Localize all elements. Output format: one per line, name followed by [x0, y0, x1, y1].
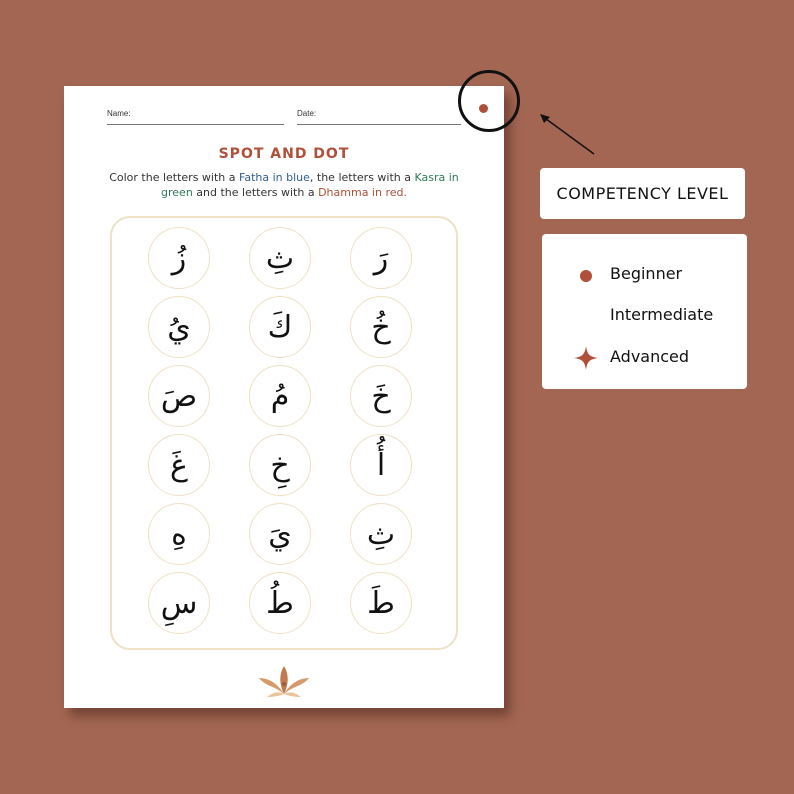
letter-circle[interactable]: رَ — [350, 227, 412, 289]
legend-label: Intermediate — [610, 305, 714, 324]
letter-circle[interactable]: مُ — [249, 365, 311, 427]
letter-circle[interactable]: كَ — [249, 296, 311, 358]
instructions-dhamma: Dhamma in red — [318, 186, 404, 199]
letter-grid — [148, 227, 414, 634]
instructions-kasra: Kasra in green — [161, 171, 459, 199]
worksheet-title: SPOT AND DOT — [218, 146, 350, 162]
letter-circle[interactable]: طَ — [350, 572, 412, 634]
letter-circle[interactable]: خَ — [350, 365, 412, 427]
date-line[interactable] — [297, 124, 461, 125]
letter-circle[interactable]: زُ — [148, 227, 210, 289]
name-line[interactable] — [107, 124, 284, 125]
legend-label: Advanced — [610, 347, 690, 366]
competency-legend — [542, 234, 747, 389]
letter-circle[interactable]: يَ — [249, 503, 311, 565]
competency-heading: COMPETENCY LEVEL — [540, 168, 745, 219]
name-field — [107, 109, 131, 118]
dot-icon — [576, 265, 596, 285]
instructions-part2: , the letters with a — [309, 171, 415, 184]
circle-dot-icon — [479, 104, 488, 113]
letter-circle[interactable]: أُ — [350, 434, 412, 496]
letter-circle[interactable]: غَ — [148, 434, 210, 496]
instructions — [104, 170, 464, 200]
letter-circle[interactable]: صَ — [148, 365, 210, 427]
name-label: Name: — [107, 109, 131, 118]
floral-ornament-icon — [257, 664, 311, 698]
letter-circle[interactable]: ثِ — [350, 503, 412, 565]
letter-circle[interactable]: طُ — [249, 572, 311, 634]
letter-circle[interactable]: يُ — [148, 296, 210, 358]
letter-circle[interactable]: خِ — [249, 434, 311, 496]
instructions-part4: . — [403, 186, 407, 199]
date-field — [297, 109, 316, 118]
crescent-icon — [576, 306, 596, 326]
letter-circle[interactable]: خُ — [350, 296, 412, 358]
legend-label: Beginner — [610, 264, 683, 283]
star-icon — [574, 346, 598, 370]
pointer-arrow-icon — [532, 108, 598, 158]
date-label: Date: — [297, 109, 317, 118]
instructions-part3: and the letters with a — [192, 186, 319, 199]
letter-circle[interactable]: سِ — [148, 572, 210, 634]
instructions-part1: Color the letters with a — [109, 171, 240, 184]
legend-item-advanced — [542, 343, 747, 373]
competency-marker-ring — [458, 70, 520, 132]
instructions-fatha: Fatha in blue — [239, 171, 310, 184]
letter-circle[interactable]: ثِ — [249, 227, 311, 289]
worksheet-page — [64, 86, 504, 708]
letter-circle[interactable]: هِ — [148, 503, 210, 565]
legend-item-beginner — [542, 260, 747, 290]
legend-item-intermediate — [542, 301, 747, 331]
